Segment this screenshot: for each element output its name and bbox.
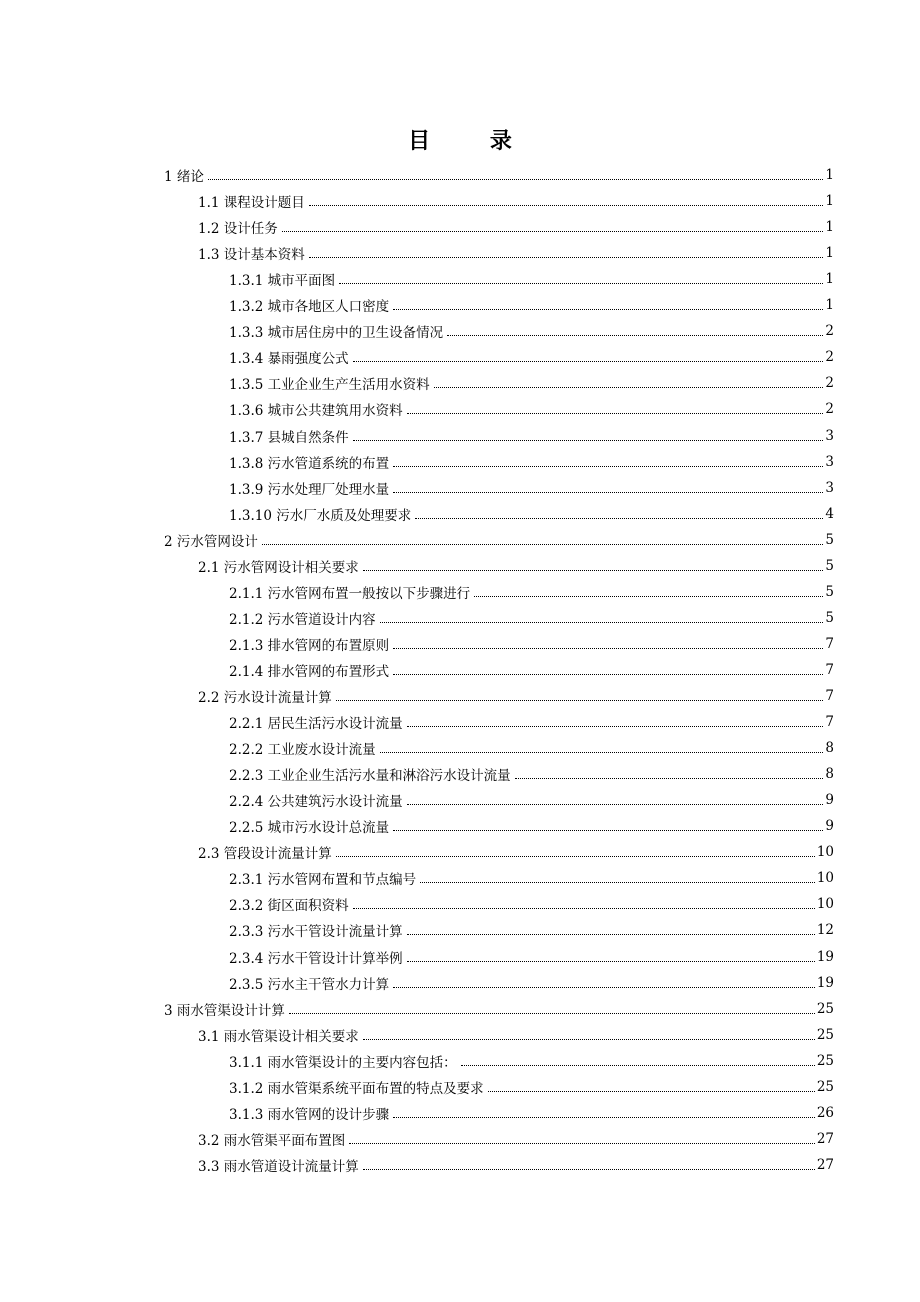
toc-page-number: 19 <box>816 948 834 965</box>
toc-entry-label: 1.3.8 污水管道系统的布置 <box>229 455 390 472</box>
toc-entry[interactable] <box>198 839 834 865</box>
toc-entry[interactable] <box>229 501 834 527</box>
toc-page-number: 2 <box>825 323 834 340</box>
toc-entry[interactable] <box>229 709 834 735</box>
toc-leader-dots <box>393 1116 815 1118</box>
toc-entry[interactable] <box>229 970 834 996</box>
toc-entry-label: 2.2.4 公共建筑污水设计流量 <box>229 794 403 811</box>
toc-page-number: 3 <box>825 453 834 470</box>
toc-entry[interactable] <box>229 318 834 344</box>
toc-page-number: 3 <box>825 427 834 444</box>
toc-entry[interactable] <box>198 240 834 266</box>
toc-page-number: 1 <box>825 297 834 314</box>
toc-page-number: 27 <box>816 1156 834 1173</box>
toc-entry-label: 1.3.1 城市平面图 <box>229 273 336 290</box>
toc-leader-dots <box>393 673 823 675</box>
toc-leader-dots <box>393 986 815 988</box>
toc-page-number: 2 <box>825 401 834 418</box>
toc-leader-dots <box>515 777 824 779</box>
toc-leader-dots <box>336 855 815 857</box>
toc-entry-label: 3.3 雨水管道设计流量计算 <box>198 1158 359 1175</box>
toc-leader-dots <box>353 439 824 441</box>
toc-entry-label: 1.3.9 污水处理厂处理水量 <box>229 481 390 498</box>
toc-page-number: 1 <box>825 193 834 210</box>
toc-entry-label: 2.2.5 城市污水设计总流量 <box>229 820 390 837</box>
toc-leader-dots <box>309 256 824 258</box>
toc-page-number: 25 <box>816 1000 834 1017</box>
toc-entry[interactable] <box>198 683 834 709</box>
toc-entry-label: 2.3.4 污水干管设计计算举例 <box>229 950 403 967</box>
toc-page-number: 2 <box>825 349 834 366</box>
toc-leader-dots <box>393 829 823 831</box>
toc-leader-dots <box>407 960 815 962</box>
toc-page-number: 7 <box>825 661 834 678</box>
toc-leader-dots <box>434 386 824 388</box>
toc-entry-label: 1.3.10 污水厂水质及处理要求 <box>229 507 412 524</box>
toc-entry-label: 1.2 设计任务 <box>198 221 278 238</box>
toc-page-number: 10 <box>816 896 834 913</box>
toc-entry-label: 3.2 雨水管渠平面布置图 <box>198 1132 346 1149</box>
toc-entry[interactable] <box>229 605 834 631</box>
toc-entry[interactable] <box>229 266 834 292</box>
toc-entry-label: 3.1.3 雨水管网的设计步骤 <box>229 1106 390 1123</box>
toc-entry[interactable] <box>229 631 834 657</box>
toc-entry[interactable] <box>229 657 834 683</box>
toc-leader-dots <box>309 204 824 206</box>
toc-entry[interactable] <box>229 813 834 839</box>
toc-leader-dots <box>488 1090 815 1092</box>
toc-leader-dots <box>363 1038 815 1040</box>
toc-entry-label: 1 绪论 <box>164 169 204 185</box>
toc-entry[interactable] <box>229 891 834 917</box>
toc-entry[interactable] <box>229 944 834 970</box>
toc-page-number: 1 <box>825 245 834 262</box>
toc-leader-dots <box>380 621 824 623</box>
toc-entry-label: 3.1.2 雨水管渠系统平面布置的特点及要求 <box>229 1080 484 1097</box>
toc-leader-dots <box>380 751 824 753</box>
toc-entry-label: 1.3.2 城市各地区人口密度 <box>229 299 390 316</box>
toc-page-number: 19 <box>816 974 834 991</box>
toc-entry[interactable] <box>229 865 834 891</box>
toc-page-number: 10 <box>816 870 834 887</box>
toc-page-number: 5 <box>825 583 834 600</box>
toc-page-number: 9 <box>825 792 834 809</box>
toc-leader-dots <box>353 360 824 362</box>
toc-entry[interactable] <box>229 475 834 501</box>
toc-leader-dots <box>393 647 823 649</box>
toc-entry[interactable] <box>229 1048 834 1074</box>
toc-page-number: 25 <box>816 1078 834 1095</box>
toc-entry-label: 2.1 污水管网设计相关要求 <box>198 559 359 576</box>
toc-page-number: 25 <box>816 1052 834 1069</box>
toc-leader-dots <box>415 517 823 519</box>
toc-entry-label: 1.3.7 县城自然条件 <box>229 429 349 446</box>
toc-page-number: 5 <box>825 609 834 626</box>
toc-entry[interactable] <box>198 1126 834 1152</box>
toc-entry[interactable] <box>229 396 834 422</box>
toc-leader-dots <box>393 465 823 467</box>
toc-entry[interactable] <box>229 370 834 396</box>
toc-leader-dots <box>420 881 815 883</box>
toc-entry[interactable] <box>229 787 834 813</box>
toc-page-number: 27 <box>816 1130 834 1147</box>
toc-entry-label: 1.3.6 城市公共建筑用水资料 <box>229 403 403 420</box>
toc-entry-label: 2.2.2 工业废水设计流量 <box>229 742 376 759</box>
toc-entry[interactable] <box>229 735 834 761</box>
toc-leader-dots <box>407 803 824 805</box>
toc-entry-label: 2.3.1 污水管网布置和节点编号 <box>229 872 417 889</box>
toc-entry-label: 1.3 设计基本资料 <box>198 247 305 264</box>
toc-entry[interactable] <box>164 162 834 188</box>
toc-entry-label: 1.3.5 工业企业生产生活用水资料 <box>229 377 430 394</box>
toc-page-number: 1 <box>825 219 834 236</box>
toc-page-number: 8 <box>825 740 834 757</box>
toc-entry[interactable] <box>229 344 834 370</box>
toc-entry-label: 2.1.4 排水管网的布置形式 <box>229 663 390 680</box>
toc-page-number: 1 <box>825 271 834 288</box>
toc-leader-dots <box>282 230 824 232</box>
toc-entry[interactable] <box>229 1100 834 1126</box>
toc-entry[interactable] <box>229 423 834 449</box>
toc-leader-dots <box>353 907 815 909</box>
toc-entry[interactable] <box>164 996 834 1022</box>
toc-entry-label: 3.1 雨水管渠设计相关要求 <box>198 1028 359 1045</box>
toc-leader-dots <box>208 178 824 180</box>
toc-entry[interactable] <box>229 579 834 605</box>
toc-leader-dots <box>262 543 824 545</box>
toc-page-number: 26 <box>816 1104 834 1121</box>
toc-entry[interactable] <box>198 1152 834 1178</box>
toc-leader-dots <box>339 282 823 284</box>
toc-page-number: 9 <box>825 818 834 835</box>
toc-entry[interactable] <box>164 527 834 553</box>
toc-entry-label: 2.3 管段设计流量计算 <box>198 846 332 863</box>
toc-page-number: 5 <box>825 557 834 574</box>
toc-entry-label: 3.1.1 雨水管渠设计的主要内容包括： <box>229 1054 457 1071</box>
toc-entry[interactable] <box>198 553 834 579</box>
toc-entry-label: 1.3.3 城市居住房中的卫生设备情况 <box>229 325 444 342</box>
toc-entry-label: 3 雨水管渠设计计算 <box>164 1002 285 1019</box>
toc-leader-dots <box>363 1168 815 1170</box>
toc-entry[interactable] <box>229 761 834 787</box>
toc-leader-dots <box>407 725 824 727</box>
toc-entry-label: 2.1.3 排水管网的布置原则 <box>229 637 390 654</box>
toc-leader-dots <box>393 308 823 310</box>
toc-leader-dots <box>407 412 824 414</box>
toc-entry[interactable] <box>229 292 834 318</box>
toc-page-number: 5 <box>825 531 834 548</box>
toc-entry[interactable] <box>198 1022 834 1048</box>
toc-entry[interactable] <box>198 214 834 240</box>
toc-leader-dots <box>289 1012 815 1014</box>
toc-leader-dots <box>461 1064 815 1066</box>
toc-entry[interactable] <box>198 188 834 214</box>
toc-page-number: 8 <box>825 766 834 783</box>
toc-entry-label: 2.1.1 污水管网布置一般按以下步骤进行 <box>229 585 471 602</box>
toc-page-number: 25 <box>816 1026 834 1043</box>
toc-page-number: 10 <box>816 844 834 861</box>
toc-leader-dots <box>363 569 824 571</box>
toc-leader-dots <box>336 699 824 701</box>
toc-entry[interactable] <box>229 1074 834 1100</box>
toc-entry-label: 2.2.1 居民生活污水设计流量 <box>229 716 403 733</box>
toc-leader-dots <box>349 1142 815 1144</box>
toc-entry-label: 2.3.3 污水干管设计流量计算 <box>229 924 403 941</box>
toc-leader-dots <box>407 933 815 935</box>
toc-entry-label: 2.3.2 街区面积资料 <box>229 898 349 915</box>
toc-page-number: 12 <box>816 922 834 939</box>
toc-page-number: 7 <box>825 714 834 731</box>
toc-page-number: 4 <box>825 505 834 522</box>
toc-page-number: 7 <box>825 688 834 704</box>
toc-entry-label: 2.1.2 污水管道设计内容 <box>229 611 376 628</box>
toc-leader-dots <box>393 491 823 493</box>
toc-entry[interactable] <box>229 917 834 943</box>
toc-leader-dots <box>474 595 823 597</box>
toc-entry-label: 2 污水管网设计 <box>164 533 258 550</box>
toc-page-number: 2 <box>825 375 834 392</box>
page-title: 目 录 <box>408 129 538 154</box>
toc-page-number: 1 <box>825 167 834 183</box>
toc-entry-label: 2.3.5 污水主干管水力计算 <box>229 976 390 993</box>
toc-entry[interactable] <box>229 449 834 475</box>
toc-entry-label: 1.3.4 暴雨强度公式 <box>229 351 349 368</box>
toc-entry-label: 2.2 污水设计流量计算 <box>198 690 332 706</box>
toc-page-number: 3 <box>825 479 834 496</box>
toc-leader-dots <box>447 334 823 336</box>
toc-entry-label: 2.2.3 工业企业生活污水量和淋浴污水设计流量 <box>229 768 511 785</box>
toc-entry-label: 1.1 课程设计题目 <box>198 195 305 212</box>
toc-page-number: 7 <box>825 635 834 652</box>
